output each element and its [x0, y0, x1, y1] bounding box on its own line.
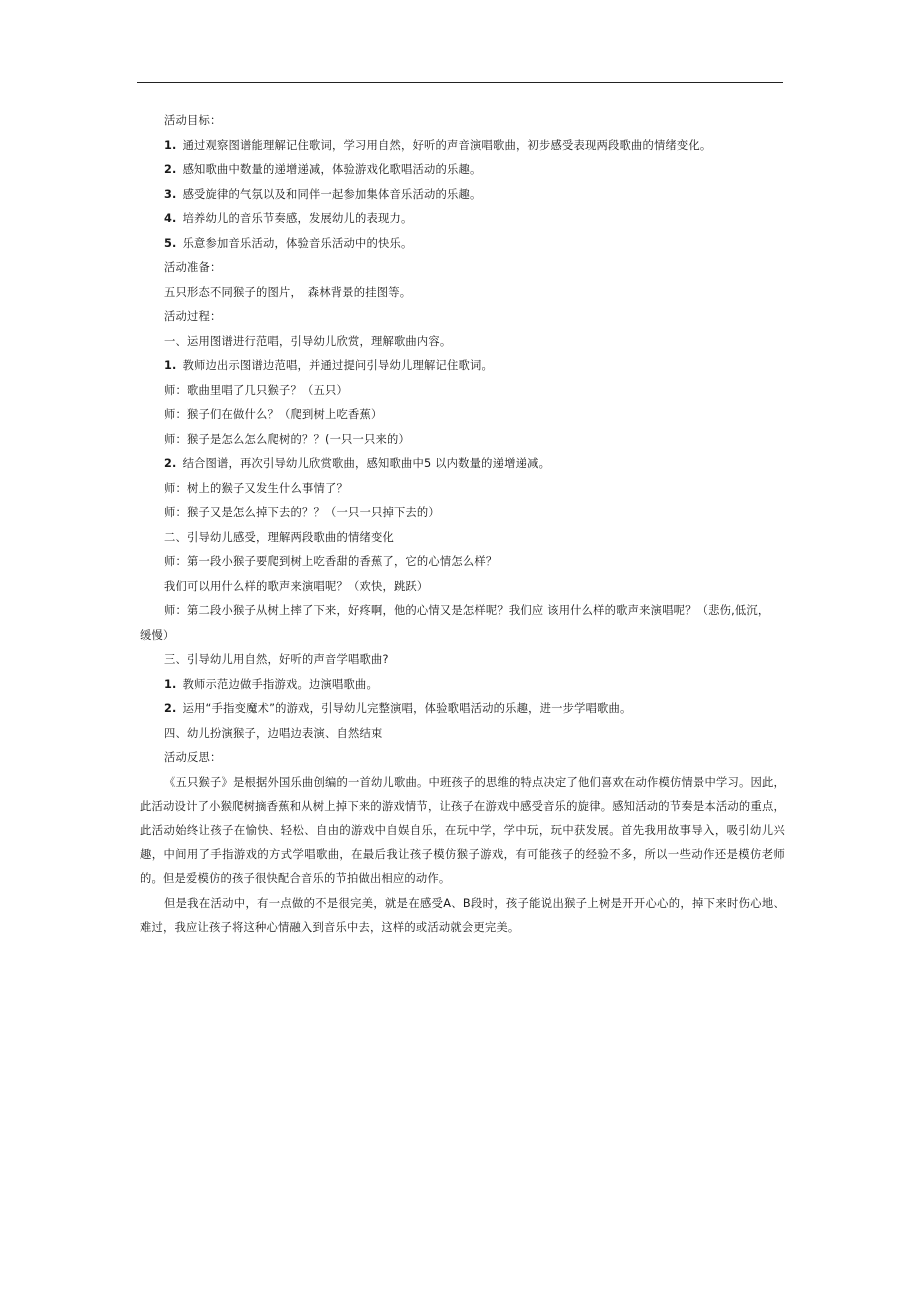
goal-item: 4. 培养幼儿的音乐节奏感，发展幼儿的表现力。 — [164, 212, 413, 225]
dialog-line: 师：猴子是怎么怎么爬树的？？(一只一只来的） — [164, 432, 411, 446]
goal-item: 1. 通过观察图谱能理解记住歌词，学习用自然，好听的声音演唱歌曲，初步感受表现两段歌曲的情绪变化。 — [164, 138, 712, 152]
process-item: 2. 运用“手指变魔术”的游戏，引导幼儿完整演唱，体验歌唱活动的乐趣，进一步学唱歌曲。 — [164, 702, 632, 715]
section-one-title: 一、运用图谱进行范唱，引导幼儿欣赏，理解歌曲内容。 — [164, 334, 452, 348]
dialog-line: 师：歌曲里唱了几只猴子？（五只） — [164, 383, 348, 397]
goal-item: 5. 乐意参加音乐活动，体验音乐活动中的快乐。 — [164, 236, 413, 250]
preparation-text: 五只形态不同猴子的图片， 森林背景的挂图等。 — [164, 285, 412, 299]
dialog-line: 师：第一段小猴子要爬到树上吃香甜的香蕉了，它的心情怎么样？ — [164, 555, 498, 568]
reflection-heading: 活动反思： — [164, 751, 222, 764]
header-rule — [137, 82, 783, 83]
reflection-paragraph: 但是我在活动中，有一点做的不是很完美，就是在感受A、B段时，孩子能说出猴子上树是开开心心的，掉下来时伤心地、难过，我应让孩子将这种心情融入到音乐中去，这样的或活动就会更完美。 — [140, 896, 785, 934]
process-item: 2. 结合图谱，再次引导幼儿欣赏歌曲，感知歌曲中5 以内数量的递增递减。 — [164, 457, 551, 470]
goal-item: 2. 感知歌曲中数量的递增递减，体验游戏化歌唱活动的乐趣。 — [164, 163, 482, 176]
process-heading: 活动过程： — [164, 310, 222, 323]
process-item: 1. 教师示范边做手指游戏。边演唱歌曲。 — [164, 677, 379, 691]
goals-heading: 活动目标： — [164, 114, 222, 127]
dialog-line: 我们可以用什么样的歌声来演唱呢？（欢快，跳跃） — [164, 579, 429, 593]
dialog-line: 师：第二段小猴子从树上摔了下来，好疼啊，他的心情又是怎样呢？我们应 该用什么样的歌声来演唱呢？（悲伤,低沉， 缓慢） — [140, 604, 776, 642]
document-body — [140, 109, 785, 940]
section-two-title: 二、引导幼儿感受，理解两段歌曲的情绪变化 — [164, 530, 394, 544]
dialog-line: 师：树上的猴子又发生什么事情了？ — [164, 481, 348, 495]
preparation-heading: 活动准备： — [164, 261, 222, 274]
section-four-title: 四、幼儿扮演猴子，边唱边表演、自然结束 — [164, 726, 383, 740]
reflection-paragraph: 《五只猴子》是根据外国乐曲创编的一首幼儿歌曲。中班孩子的思维的特点决定了他们喜欢在动作模仿情景中学习。因此，此活动设计了小猴爬树摘香蕉和从树上掉下来的游戏情节，让孩子在游戏中感受音乐的旋律。感知活动的节奏是本活动的重点，此活动始终让孩子在愉快、轻松、自由的游戏中自娱自乐，在玩中学，学中玩，玩中获发展。首先我用故事导入，吸引幼儿兴趣，中间用了手指游戏的方式学唱歌曲，在最后我让孩子模仿猴子游戏，有可能孩子的经验不多，所以一些动作还是模仿老师的。但是爱模仿的孩子很快配合音乐的节拍做出相应的动作。 — [140, 775, 785, 886]
dialog-line: 师：猴子们在做什么？（爬到树上吃香蕉） — [164, 408, 383, 421]
section-three-title: 三、引导幼儿用自然，好听的声音学唱歌曲? — [164, 653, 389, 666]
dialog-line: 师：猴子又是怎么掉下去的？？（一只一只掉下去的） — [164, 506, 440, 519]
process-item: 1. 教师边出示图谱边范唱，并通过提问引导幼儿理解记住歌词。 — [164, 359, 493, 372]
goal-item: 3. 感受旋律的气氛以及和同伴一起参加集体音乐活动的乐趣。 — [164, 187, 482, 201]
